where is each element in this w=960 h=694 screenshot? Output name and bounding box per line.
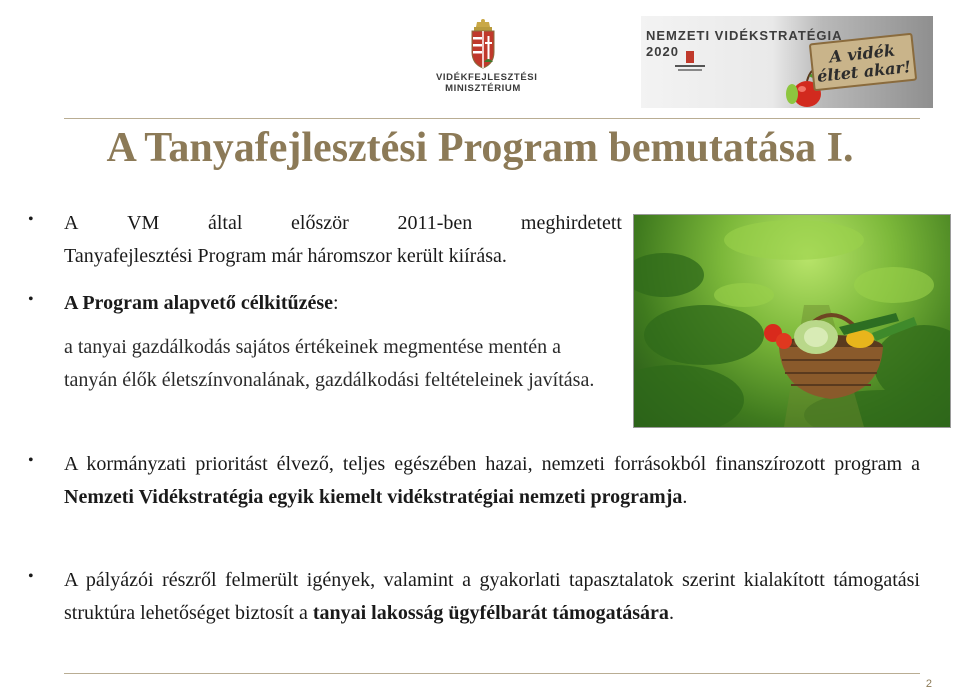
word: A [64, 212, 79, 234]
ministry-logo [436, 18, 538, 110]
colon: : [333, 292, 339, 314]
bullet-3 [64, 448, 920, 514]
mini-crest-icon [675, 50, 705, 72]
strategy-slogan: A vidék éltet akar! [809, 33, 917, 92]
word: meghirdetett [520, 212, 622, 234]
bullet-4 [64, 564, 920, 630]
word: VM [127, 212, 160, 234]
footer-divider [64, 673, 920, 674]
bullet-marker: • [28, 211, 34, 228]
page-number: 2 [925, 678, 932, 690]
bullet-1 [64, 207, 622, 273]
bullet-2-heading: A Program alapvető célkitűzése [64, 292, 334, 314]
word: először [291, 212, 349, 234]
bullet-4-highlight: tanyai lakosság ügyfélbarát támogatására [312, 602, 669, 624]
strategy-year: 2020 [646, 44, 679, 59]
bullet-2 [64, 287, 339, 320]
word: 2011-ben [397, 212, 473, 234]
bullet-marker: • [28, 452, 34, 469]
period: . [668, 602, 674, 624]
bullet-4-text: A pályázói részről felmerült igények, valamint a gyakorlati tapasztalatok szerint kialakított támogatási struktúra lehetőséget biztosít a [64, 569, 920, 624]
bullet-3-highlight: Nemzeti Vidékstratégia egyik kiemelt vidékstratégiai nemzeti programja [64, 486, 683, 508]
header-divider [64, 118, 920, 119]
strategy-banner [641, 16, 933, 108]
bullet-3-text: A kormányzati prioritást élvező, teljes egészében hazai, nemzeti forrásokból finanszírozott program a [64, 453, 920, 475]
slide-title: A Tanyafejlesztési Program bemutatása I. [106, 125, 854, 171]
bullet-1-line-1 [64, 207, 622, 240]
strategy-title: NEMZETI VIDÉKSTRATÉGIA [646, 28, 843, 43]
coat-of-arms-icon [468, 18, 498, 70]
bullet-marker: • [28, 568, 34, 585]
bullet-marker: • [28, 291, 34, 308]
ministry-name: VIDÉKFEJLESZTÉSI MINISZTÉRIUM [436, 72, 538, 94]
period: . [682, 486, 688, 508]
bullet-1-line-2: Tanyafejlesztési Program már háromszor került kiírása. [64, 245, 507, 267]
word: által [207, 212, 243, 234]
bullet-2-subtext: a tanyai gazdálkodás sajátos értékeinek megmentése mentén a tanyán élők életszínvonalának, gazdálkodási feltételeinek javítása. [64, 336, 595, 391]
vegetable-basket-photo [633, 214, 951, 428]
